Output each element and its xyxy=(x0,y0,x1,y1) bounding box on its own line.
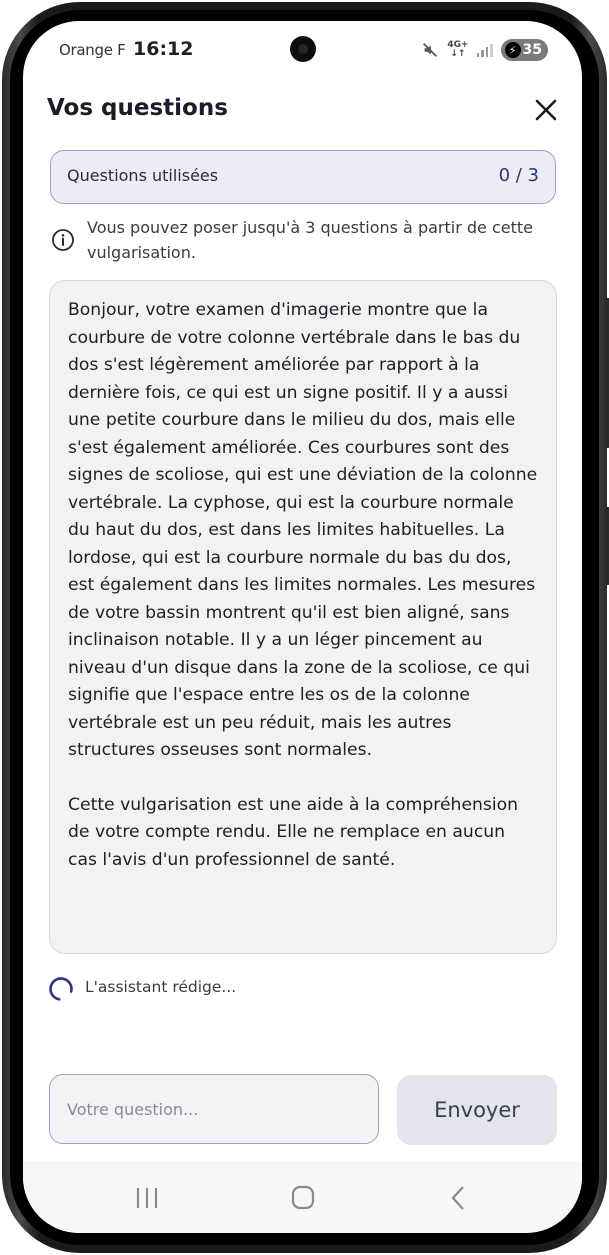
usage-count: 0 / 3 xyxy=(498,165,539,186)
clock: 16:12 xyxy=(133,38,194,60)
page-title: Vos questions xyxy=(47,95,228,121)
carrier-name: Orange F xyxy=(59,41,126,59)
back-icon[interactable] xyxy=(441,1183,477,1213)
charging-icon: ⚡ xyxy=(505,42,521,58)
question-input[interactable] xyxy=(49,1074,379,1144)
questions-usage-box xyxy=(50,150,556,204)
assistant-status: L'assistant rédige... xyxy=(85,978,237,996)
info-icon xyxy=(51,228,75,252)
usage-label: Questions utilisées xyxy=(67,166,219,185)
answer-paragraph: Bonjour, votre examen d'imagerie montre que la courbure de votre colonne vertébrale dans le bas du dos s'est légèrement améliorée par rapport à la dernière fois, ce qui est un signe positif. Il y a aussi une petite courbure dans le milieu du dos, mais elle s'est également améliorée. Ces courbures sont des signes de scoliose, qui est une déviation de la colonne vertébrale. La cyphose, qui est la courbure normale du haut du dos, est dans les limites habituelles. La lordose, qui est la courbure normale du bas du dos, est également dans les limites normales. Les mesures de votre bassin montrent qu'il est bien aligné, sans inclinaison notable. Il y a un léger pincement au niveau d'un disque dans la zone de la scoliose, ce qui signifie que l'espace entre les os de la colonne vertébrale est un peu réduit, mais les autres structures osseuses sont normales. xyxy=(68,300,538,760)
volume-button xyxy=(605,298,609,448)
home-icon[interactable] xyxy=(285,1183,321,1213)
status-icons xyxy=(421,39,548,61)
disclaimer-paragraph: Cette vulgarisation est une aide à la compréhension de votre compte rendu. Elle ne remplace en aucun cas l'avis d'un professionnel de santé. xyxy=(68,794,519,870)
status-bar xyxy=(23,21,582,79)
network-type: 4G+ ↓↑ xyxy=(447,40,469,59)
spinner-icon xyxy=(48,976,74,1002)
power-button xyxy=(605,507,609,585)
answer-card xyxy=(49,280,557,954)
signal-icon xyxy=(477,43,493,57)
send-button[interactable]: Envoyer xyxy=(397,1075,557,1145)
screen xyxy=(23,21,582,1233)
battery-indicator xyxy=(501,39,548,61)
mute-icon xyxy=(421,41,439,59)
battery-level: 35 xyxy=(522,42,542,58)
front-camera xyxy=(290,36,316,62)
recent-apps-icon[interactable] xyxy=(129,1183,165,1213)
close-icon[interactable] xyxy=(532,96,560,124)
system-navigation-bar xyxy=(23,1161,582,1233)
info-text: Vous pouvez poser jusqu'à 3 questions à partir de cette vulgarisation. xyxy=(87,218,533,262)
